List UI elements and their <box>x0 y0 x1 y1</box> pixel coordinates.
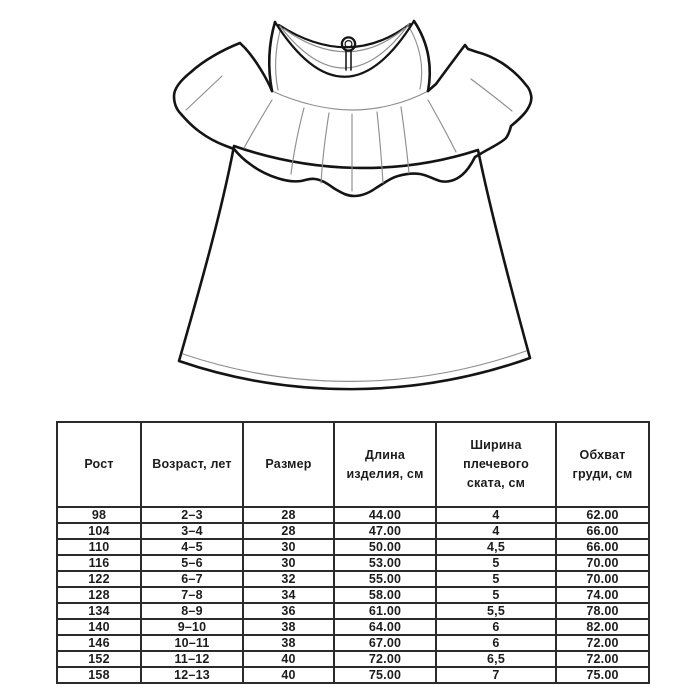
table-cell: 30 <box>243 555 334 571</box>
table-cell: 36 <box>243 603 334 619</box>
table-cell: 64.00 <box>334 619 436 635</box>
table-cell: 34 <box>243 587 334 603</box>
table-cell: 6 <box>436 635 556 651</box>
table-cell: 55.00 <box>334 571 436 587</box>
yoke-seam-line <box>272 91 428 110</box>
table-cell: 72.00 <box>334 651 436 667</box>
column-header-chest: Обхват груди, см <box>556 422 649 507</box>
table-cell: 72.00 <box>556 635 649 651</box>
table-cell: 6,5 <box>436 651 556 667</box>
table-cell: 6–7 <box>141 571 243 587</box>
table-cell: 44.00 <box>334 507 436 523</box>
table-cell: 122 <box>57 571 141 587</box>
table-row <box>57 635 649 651</box>
table-cell: 116 <box>57 555 141 571</box>
table-cell: 62.00 <box>556 507 649 523</box>
table-cell: 7–8 <box>141 587 243 603</box>
back-closure <box>342 37 355 70</box>
table-cell: 75.00 <box>556 667 649 683</box>
table-cell: 7 <box>436 667 556 683</box>
table-header-row <box>57 422 649 507</box>
table-cell: 3–4 <box>141 523 243 539</box>
table-body <box>57 507 649 683</box>
table-cell: 5,5 <box>436 603 556 619</box>
column-header-shoulder: Ширина плечевого ската, см <box>436 422 556 507</box>
front-neck-binding <box>280 24 409 68</box>
table-cell: 8–9 <box>141 603 243 619</box>
table-cell: 47.00 <box>334 523 436 539</box>
table-cell: 158 <box>57 667 141 683</box>
table-cell: 70.00 <box>556 555 649 571</box>
table-cell: 2–3 <box>141 507 243 523</box>
table-cell: 61.00 <box>334 603 436 619</box>
table-cell: 66.00 <box>556 539 649 555</box>
back-neck-edge <box>279 24 410 47</box>
table-cell: 11–12 <box>141 651 243 667</box>
right-shoulder-strap <box>414 21 430 91</box>
table-cell: 38 <box>243 635 334 651</box>
table-row <box>57 619 649 635</box>
garment-body <box>179 146 530 389</box>
column-header-age: Возраст, лет <box>141 422 243 507</box>
table-cell: 30 <box>243 539 334 555</box>
table-cell: 12–13 <box>141 667 243 683</box>
table-cell: 74.00 <box>556 587 649 603</box>
table-cell: 32 <box>243 571 334 587</box>
table-cell: 98 <box>57 507 141 523</box>
table-row <box>57 555 649 571</box>
column-header-size: Размер <box>243 422 334 507</box>
table-cell: 75.00 <box>334 667 436 683</box>
table-cell: 28 <box>243 507 334 523</box>
table-cell: 4 <box>436 523 556 539</box>
table-cell: 128 <box>57 587 141 603</box>
table-cell: 72.00 <box>556 651 649 667</box>
table-cell: 5–6 <box>141 555 243 571</box>
table-row <box>57 523 649 539</box>
table-cell: 110 <box>57 539 141 555</box>
table-row <box>57 507 649 523</box>
table-row <box>57 539 649 555</box>
table-cell: 134 <box>57 603 141 619</box>
table-cell: 38 <box>243 619 334 635</box>
table-cell: 140 <box>57 619 141 635</box>
table-cell: 5 <box>436 555 556 571</box>
table-cell: 66.00 <box>556 523 649 539</box>
table-cell: 5 <box>436 587 556 603</box>
table-row <box>57 667 649 683</box>
table-cell: 4–5 <box>141 539 243 555</box>
table-cell: 104 <box>57 523 141 539</box>
table-cell: 82.00 <box>556 619 649 635</box>
column-header-height: Рост <box>57 422 141 507</box>
button-icon <box>342 37 355 50</box>
column-header-length: Длина изделия, см <box>334 422 436 507</box>
table-cell: 40 <box>243 651 334 667</box>
table-cell: 53.00 <box>334 555 436 571</box>
table-cell: 50.00 <box>334 539 436 555</box>
table-cell: 10–11 <box>141 635 243 651</box>
table-cell: 152 <box>57 651 141 667</box>
size-chart-table <box>56 421 650 684</box>
table-cell: 40 <box>243 667 334 683</box>
table-cell: 9–10 <box>141 619 243 635</box>
table-cell: 58.00 <box>334 587 436 603</box>
table-row <box>57 571 649 587</box>
left-shoulder-strap <box>269 22 275 91</box>
table-cell: 70.00 <box>556 571 649 587</box>
table-cell: 146 <box>57 635 141 651</box>
table-cell: 78.00 <box>556 603 649 619</box>
table-cell: 28 <box>243 523 334 539</box>
table-cell: 67.00 <box>334 635 436 651</box>
table-cell: 5 <box>436 571 556 587</box>
table-cell: 4,5 <box>436 539 556 555</box>
table-row <box>57 651 649 667</box>
table-row <box>57 587 649 603</box>
table-cell: 6 <box>436 619 556 635</box>
table-row <box>57 603 649 619</box>
table-cell: 4 <box>436 507 556 523</box>
